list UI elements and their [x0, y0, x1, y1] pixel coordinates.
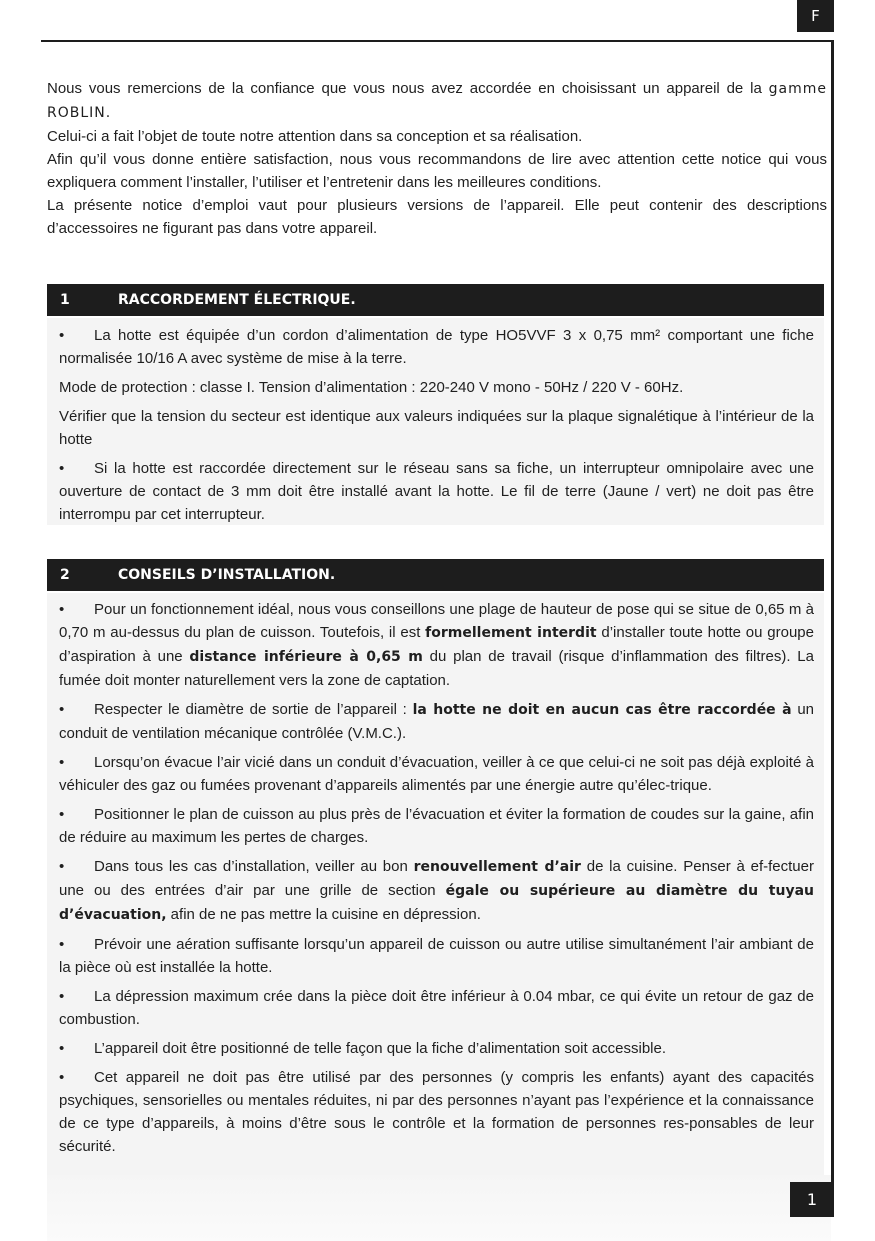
- brand-name: gamme ROBLIN.: [47, 81, 827, 121]
- section-number: 1: [60, 292, 70, 308]
- body-text: Pour un fonctionnement idéal, nous vous conseillons une plage de hauteur de pose qui se situe de 0,65 m à 0,70 m au-dessus du plan de cuisson. Toutefois, il est: [59, 601, 814, 641]
- body-text: Si la hotte est raccordée directement sur le réseau sans sa fiche, un interrupteur omnipolaire avec une ouverture de contact de 3 mm doit être installé avant la hotte. Le fil de terre (Jaune / vert) ne doit pas être interrompu par cet interrupteur.: [59, 460, 814, 523]
- intro-paragraph: Celui-ci a fait l’objet de toute notre attention dans sa conception et sa réalisation.: [47, 128, 583, 145]
- body-text: Positionner le plan de cuisson au plus près de l’évacuation et éviter la formation de coudes sur la gaine, afin de réduire au maximum les pertes de charges.: [59, 806, 814, 846]
- intro-paragraph: Afin qu’il vous donne entière satisfaction, nous vous recommandons de lire avec attention cette notice qui vous expliquera comment l’installer, l’utiliser et l’entretenir dans les meilleures conditions.: [47, 151, 827, 191]
- emphasis-text: distance inférieure à 0,65 m: [189, 649, 423, 665]
- bullet-item: [59, 933, 814, 979]
- bullet-item: [59, 698, 814, 745]
- section-header-2: [47, 559, 824, 591]
- body-text: Respecter le diamètre de sortie de l’appareil :: [94, 701, 413, 718]
- bottom-shade: [47, 1175, 831, 1241]
- bullet-item: [59, 985, 814, 1031]
- bullet-item: [59, 751, 814, 797]
- body-text: Dans tous les cas d’installation, veiller au bon: [94, 858, 414, 875]
- body-text: La hotte est équipée d’un cordon d’alimentation de type HO5VVF 3 x 0,75 mm² comportant une fiche normalisée 10/16 A avec système de mise à la terre.: [59, 327, 814, 367]
- paragraph: [59, 405, 814, 451]
- paragraph: [59, 376, 814, 399]
- emphasis-text: formellement interdit: [425, 625, 597, 641]
- body-text: Prévoir une aération suffisante lorsqu’un appareil de cuisson ou autre utilise simultanément l’air ambiant de la pièce où est installée la hotte.: [59, 936, 814, 976]
- right-rule: [831, 40, 834, 1182]
- body-text: Lorsqu’on évacue l’air vicié dans un conduit d’évacuation, veiller à ce que celui-ci ne soit pas déjà exploité à véhiculer des gaz ou fumées provenant d’appareils alimentés par une énergie autre qu’élec-trique.: [59, 754, 814, 794]
- top-rule: [41, 40, 834, 42]
- body-text: du plan de travail (risque d’inflammation des filtres). La fumée doit monter naturellement vers la zone de captation.: [59, 648, 814, 689]
- section-body-1: [47, 318, 824, 525]
- intro-paragraph: La présente notice d’emploi vaut pour plusieurs versions de l’appareil. Elle peut contenir des descriptions d’accessoires ne figurant pas dans votre appareil.: [47, 197, 827, 237]
- bullet-item: [59, 803, 814, 849]
- emphasis-text: égale ou supérieure au diamètre du tuyau d’évacuation,: [59, 883, 815, 923]
- emphasis-text: la hotte ne doit en aucun cas être raccordée à: [412, 702, 792, 718]
- section-number: 2: [60, 567, 70, 583]
- body-text: un conduit de ventilation mécanique contrôlée (V.M.C.).: [59, 701, 815, 742]
- intro-text: [47, 77, 827, 240]
- body-text: d’installer toute hotte ou groupe d’aspiration à une: [59, 624, 814, 665]
- section-title: RACCORDEMENT ÉLECTRIQUE.: [118, 292, 356, 308]
- emphasis-text: renouvellement d’air: [413, 859, 581, 875]
- bullet-item: [59, 855, 814, 927]
- body-text: afin de ne pas mettre la cuisine en dépression.: [166, 906, 481, 923]
- intro-paragraph: Nous vous remercions de la confiance que vous nous avez accordée en choisissant un appareil de la gamme ROBLIN.: [47, 80, 827, 121]
- bullet-item: [59, 1037, 814, 1060]
- body-text: Cet appareil ne doit pas être utilisé par des personnes (y compris les enfants) ayant des capacités psychiques, sensorielles ou mentales réduites, ni par des personnes n’ayant pas l’expérience et la connaissance de ce type d’appareils, à moins d’être sous le contrôle et la formation de personnes res-ponsables de leur sécurité.: [59, 1069, 814, 1155]
- bullet-item: [59, 324, 814, 370]
- bullet-item: [59, 598, 814, 692]
- body-text: de la cuisine. Penser à ef-fectuer une ou des entrées d’air par une grille de section: [59, 858, 814, 899]
- bullet-item: [59, 457, 814, 526]
- section-header-1: [47, 284, 824, 316]
- page-number: 1: [790, 1182, 834, 1217]
- section-title: CONSEILS D’INSTALLATION.: [118, 567, 336, 583]
- body-text: La dépression maximum crée dans la pièce doit être inférieur à 0.04 mbar, ce qui évite un retour de gaz de combustion.: [59, 988, 814, 1028]
- body-text: L’appareil doit être positionné de telle façon que la fiche d’alimentation soit accessible.: [94, 1040, 667, 1057]
- bullet-item: [59, 1066, 814, 1158]
- body-text: Vérifier que la tension du secteur est identique aux valeurs indiquées sur la plaque signalétique à l’intérieur de la hotte: [59, 408, 814, 448]
- language-tab: F: [797, 0, 834, 32]
- section-body-2: [47, 593, 824, 1175]
- body-text: Mode de protection : classe I. Tension d’alimentation : 220-240 V mono - 50Hz / 220 V - 60Hz.: [59, 379, 684, 396]
